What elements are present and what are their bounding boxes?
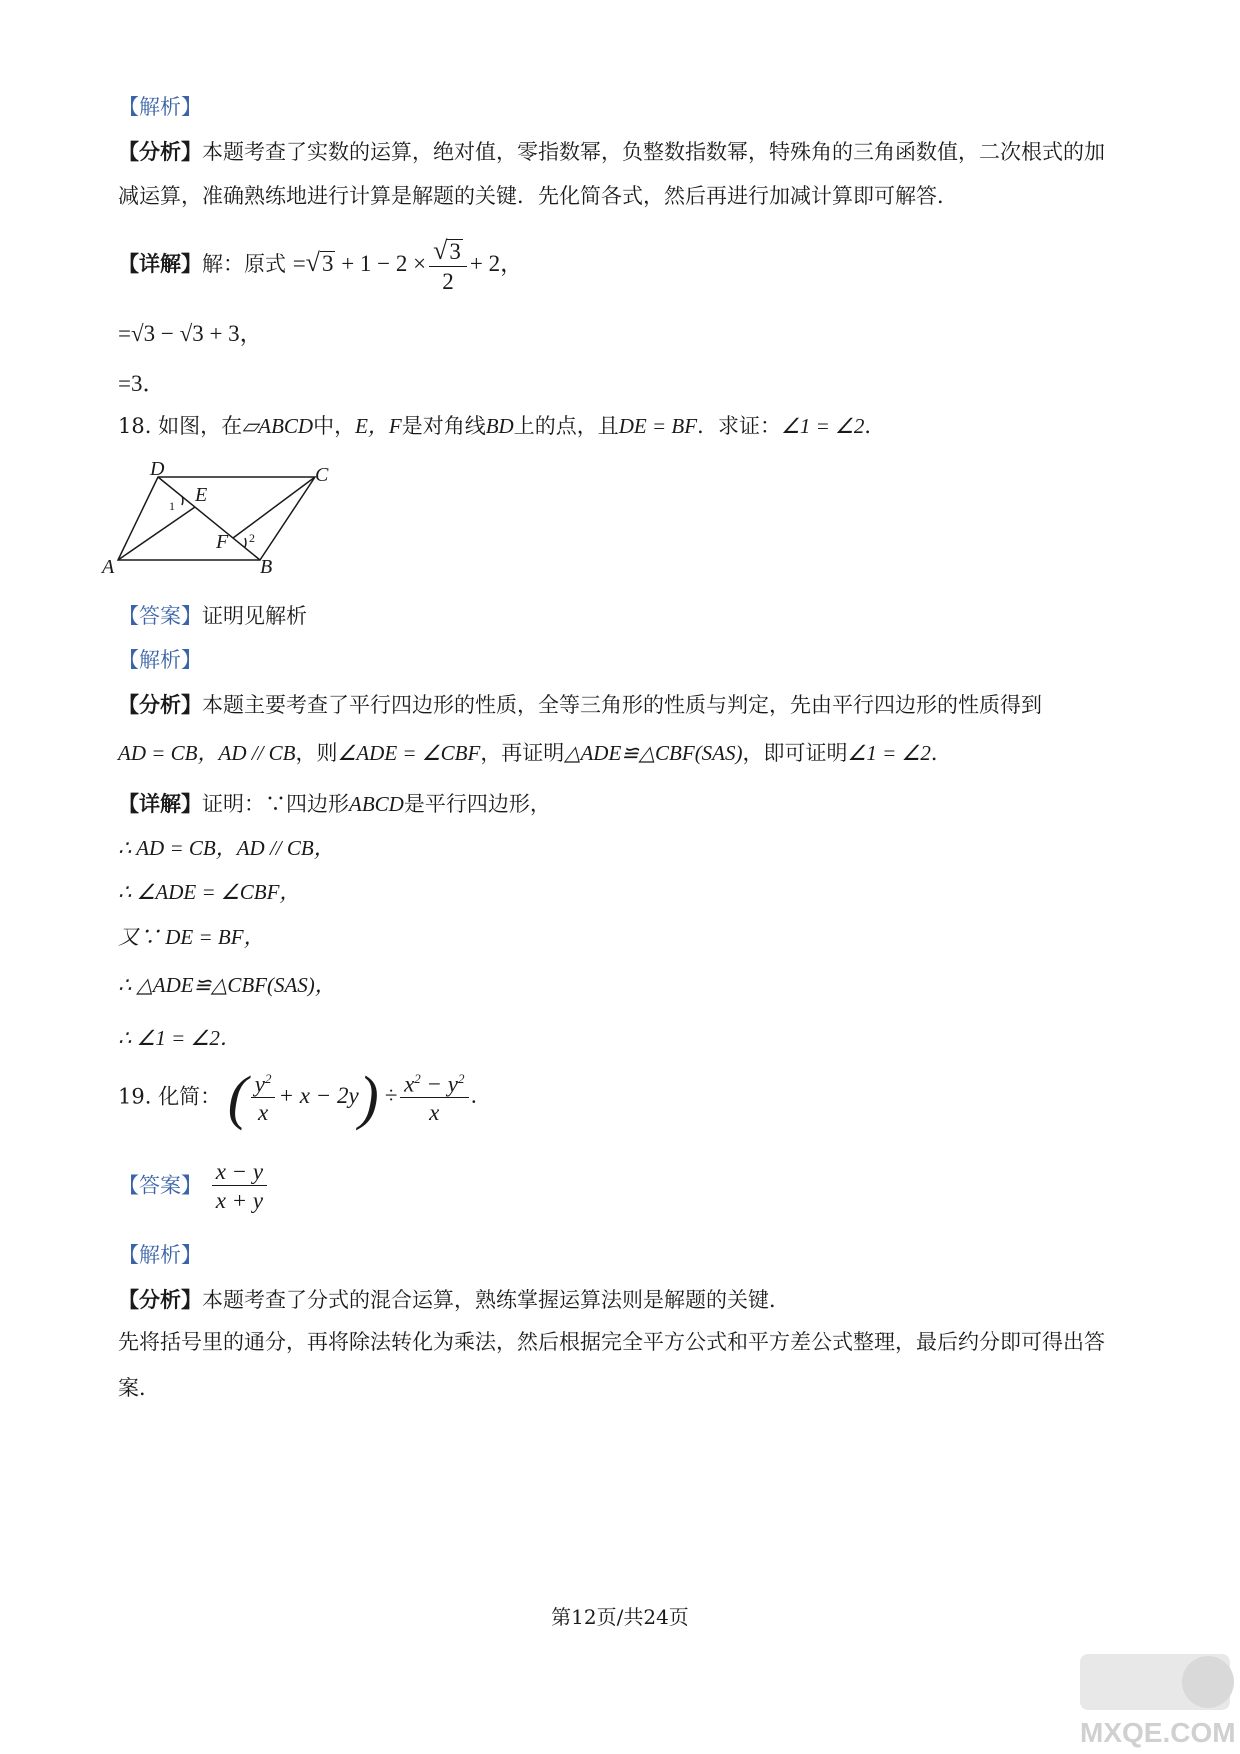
fenxi-18-line1	[118, 694, 1042, 716]
label-b: B	[260, 556, 273, 578]
stem-text: 化简：	[158, 1084, 222, 1109]
stem-bd: BD	[485, 414, 514, 438]
jiexi-label-19: 【解析】	[118, 1243, 202, 1267]
label-d: D	[150, 458, 165, 480]
formula-19: ( $\frac{y^2}{x}$ + x − 2y) ÷ $\frac{x^2 - y^2}{x}$ .	[227, 1065, 478, 1131]
parallelogram-figure	[100, 455, 340, 578]
label-angle-1: 1	[169, 499, 175, 513]
fenxi-18-line2	[118, 743, 952, 764]
proof-line-3: 又∵ DE = BF，	[118, 925, 265, 949]
stem-text: 上的点，且	[513, 414, 619, 438]
fenxi-text: 本题考查了实数的运算，绝对值，零指数幂，负整数指数幂，特殊角的三角函数值，二次根式的加	[202, 140, 1105, 164]
parallelogram-symbol: ▱	[242, 414, 259, 438]
proof-line-4: ∴ △ADE≌△CBF(SAS)，	[118, 973, 336, 997]
daan-18	[118, 606, 307, 627]
fenxi-math: ∠1 = ∠2	[847, 741, 931, 765]
page-footer: 第12页/共24页	[551, 1605, 689, 1629]
jiexi-label-17: 【解析】	[118, 95, 202, 119]
fenxi-text: ．	[930, 741, 952, 765]
proof-line-0	[118, 793, 551, 815]
fenxi-text: ，即可证明	[742, 741, 848, 765]
proof-text: 证明：∵四边形	[202, 792, 349, 816]
stem-debf: DE = BF	[618, 414, 698, 438]
label-angle-2: 2	[249, 531, 255, 545]
stem-ef: E，F	[355, 414, 402, 438]
proof-line-5: ∴ ∠1 = ∠2．	[118, 1026, 241, 1050]
stem-text: 如图，在	[158, 414, 243, 438]
xiangjie-tag: 【详解】	[118, 791, 202, 816]
label-e: E	[195, 484, 208, 506]
daan-tag: 【答案】	[118, 604, 202, 628]
question-18-stem: 18. 如图，在▱ABCD中，E，F是对角线BD上的点，且DE = BF．求证：∠1 = ∠2．	[118, 414, 886, 438]
proof-line-1: ∴ AD = CB，AD // CB，	[118, 836, 335, 860]
daan-tag: 【答案】	[118, 1173, 202, 1198]
fenxi-19-line1	[118, 1289, 790, 1311]
step2-17: =√3 − √3 + 3，	[118, 321, 263, 346]
jiexi-label-18: 【解析】	[118, 648, 202, 672]
question-number: 18.	[118, 414, 152, 438]
angle-2-arc	[245, 538, 246, 547]
proof-math: ABCD	[349, 792, 404, 816]
label-f: F	[216, 531, 229, 553]
fenxi-17-line2: 减运算，准确熟练地进行计算是解题的关键．先化简各式，然后再进行加减计算即可解答．	[118, 184, 958, 208]
stem-goal: ∠1 = ∠2	[781, 414, 865, 438]
watermark-text: MXQE.COM	[1080, 1717, 1236, 1748]
label-c: C	[315, 464, 329, 486]
fenxi-tag: 【分析】	[118, 692, 202, 717]
answer-fraction: $\frac{x - y}{x + y}$	[212, 1160, 267, 1212]
fenxi-math: △ADE≌△CBF(SAS)	[564, 741, 743, 765]
fenxi-17-line1	[118, 141, 1105, 163]
fenxi-text: ，则	[295, 741, 338, 765]
proof-text: 是平行四边形，	[403, 792, 551, 816]
fenxi-tag: 【分析】	[118, 139, 202, 164]
fenxi-text: ，再证明	[480, 741, 565, 765]
question-19-stem	[118, 1065, 478, 1131]
stem-text: 是对角线	[401, 414, 486, 438]
xiangjie-tag: 【详解】	[118, 250, 202, 276]
label-a: A	[102, 556, 115, 578]
watermark-logo	[1040, 1650, 1240, 1750]
proof-line-2: ∴ ∠ADE = ∠CBF，	[118, 880, 301, 904]
fenxi-math: ∠ADE = ∠CBF	[337, 741, 481, 765]
daan-text: 证明见解析	[202, 604, 307, 628]
fenxi-math: AD = CB，AD // CB	[118, 741, 296, 765]
xiangjie-17-line1	[118, 238, 523, 293]
fenxi-tag: 【分析】	[118, 1287, 202, 1312]
step3-17: =3．	[118, 371, 166, 396]
angle-1-arc	[182, 496, 183, 505]
fenxi-19-line3: 案．	[118, 1376, 160, 1400]
segment-ae	[118, 507, 195, 560]
stem-text: 中，	[313, 414, 356, 438]
daan-19	[118, 1160, 270, 1212]
diagonal-bd	[158, 477, 260, 560]
question-number: 19.	[118, 1084, 152, 1109]
formula-17: =√3 + 1 − 2 × $\frac{√3}{2}$ + 2，	[292, 236, 524, 294]
stem-text: ．求证：	[697, 414, 782, 438]
fenxi-19-line2: 先将括号里的通分，再将除法转化为乘法，然后根据完全平方公式和平方差公式整理，最后约分即可得出答	[118, 1330, 1105, 1354]
fenxi-text: 本题主要考查了平行四边形的性质，全等三角形的性质与判定，先由平行四边形的性质得到	[202, 693, 1042, 717]
segment-cf	[233, 477, 315, 538]
xiangjie-lead: 解：原式	[202, 251, 286, 276]
stem-abcd: ABCD	[258, 414, 314, 438]
fenxi-text: 本题考查了分式的混合运算，熟练掌握运算法则是解题的关键．	[202, 1288, 790, 1312]
